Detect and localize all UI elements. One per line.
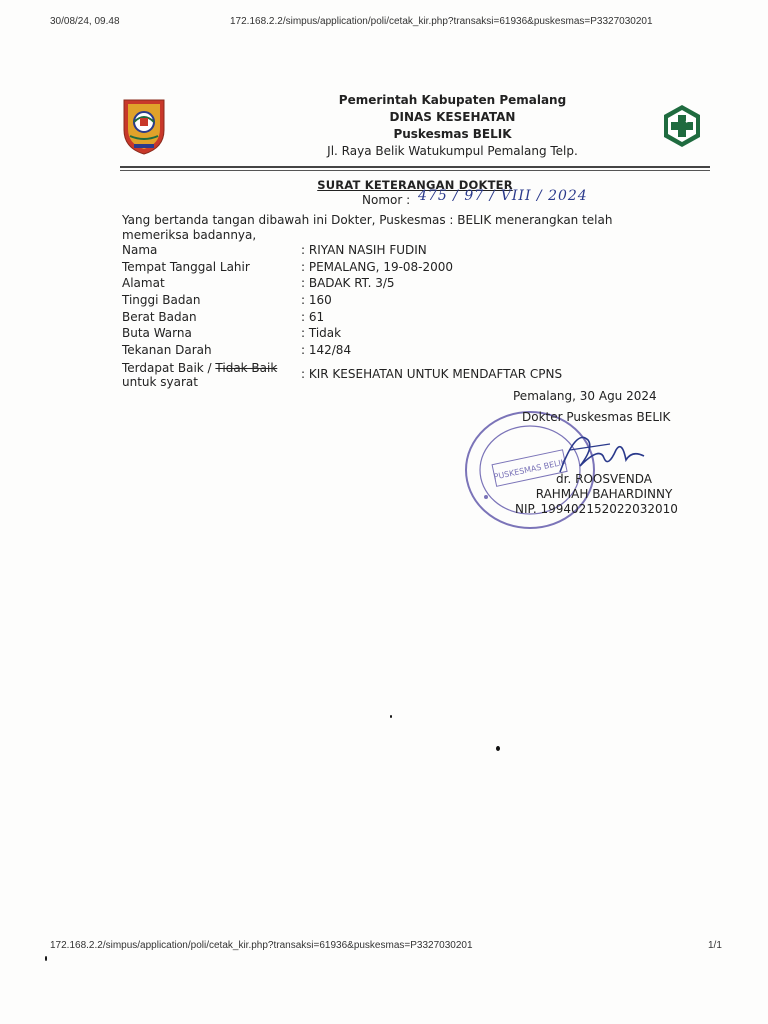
condition-good-text: Terdapat Baik / [122, 361, 216, 375]
letterhead-government: Pemerintah Kabupaten Pemalang [338, 93, 567, 107]
field-height-value: : 160 [301, 293, 332, 307]
field-height-label: Tinggi Badan [122, 293, 201, 307]
scan-speck [45, 956, 47, 961]
document-number-label: Nomor : [362, 193, 411, 207]
letterhead-department: DINAS KESEHATAN [389, 110, 516, 124]
print-timestamp: 30/08/24, 09.48 [50, 16, 120, 27]
field-bloodpressure-label: Tekanan Darah [122, 343, 212, 357]
doctor-nip: NIP. 199402152022032010 [515, 502, 678, 516]
intro-paragraph: Yang bertanda tangan dibawah ini Dokter, Puskesmas : BELIK menerangkan telah memeriksa badannya, [122, 213, 613, 242]
regency-emblem-logo [120, 96, 168, 156]
scan-speck [390, 715, 392, 718]
field-name-value: : RIYAN NASIH FUDIN [301, 243, 427, 257]
document-number-handwritten: 475 / 97 / VIII / 2024 [418, 188, 588, 204]
field-colorblind-label: Buta Warna [122, 326, 192, 340]
field-bloodpressure-value: : 142/84 [301, 343, 352, 357]
field-weight-label: Berat Badan [122, 310, 197, 324]
field-condition-value: : KIR KESEHATAN UNTUK MENDAFTAR CPNS [301, 367, 563, 381]
doctor-name: dr. ROOSVENDA RAHMAH BAHARDINNY [535, 472, 673, 501]
document-title: SURAT KETERANGAN DOKTER [317, 178, 513, 192]
letterhead-clinic: Puskesmas BELIK [393, 127, 512, 141]
field-colorblind-value: : Tidak [301, 326, 342, 340]
field-address-label: Alamat [122, 276, 165, 290]
field-birth-value: : PEMALANG, 19-08-2000 [301, 260, 454, 274]
field-weight-value: : 61 [301, 310, 325, 324]
letterhead-address: Jl. Raya Belik Watukumpul Pemalang Telp. [327, 144, 578, 158]
print-page-number: 1/1 [708, 940, 722, 951]
field-condition-label [122, 361, 277, 389]
print-url: 172.168.2.2/simpus/application/poli/cetak_kir.php?transaksi=61936&puskesmas=P3327030201 [230, 16, 653, 27]
scan-speck [496, 746, 500, 751]
print-footer-url: 172.168.2.2/simpus/application/poli/cetak_kir.php?transaksi=61936&puskesmas=P3327030201 [50, 940, 473, 951]
stamp-text: PUSKESMAS BELIK [492, 457, 567, 482]
field-address-value: : BADAK RT. 3/5 [301, 276, 395, 290]
condition-purpose-text: untuk syarat [122, 375, 198, 389]
signature-city-date: Pemalang, 30 Agu 2024 [513, 389, 657, 403]
signature-title: Dokter Puskesmas BELIK [522, 410, 671, 424]
field-name-label: Nama [122, 243, 158, 257]
letterhead-divider-thick [120, 166, 710, 168]
letterhead-divider-thin [120, 170, 710, 171]
field-birth-label: Tempat Tanggal Lahir [122, 260, 250, 274]
condition-not-good-struck: Tidak Baik [215, 361, 278, 375]
